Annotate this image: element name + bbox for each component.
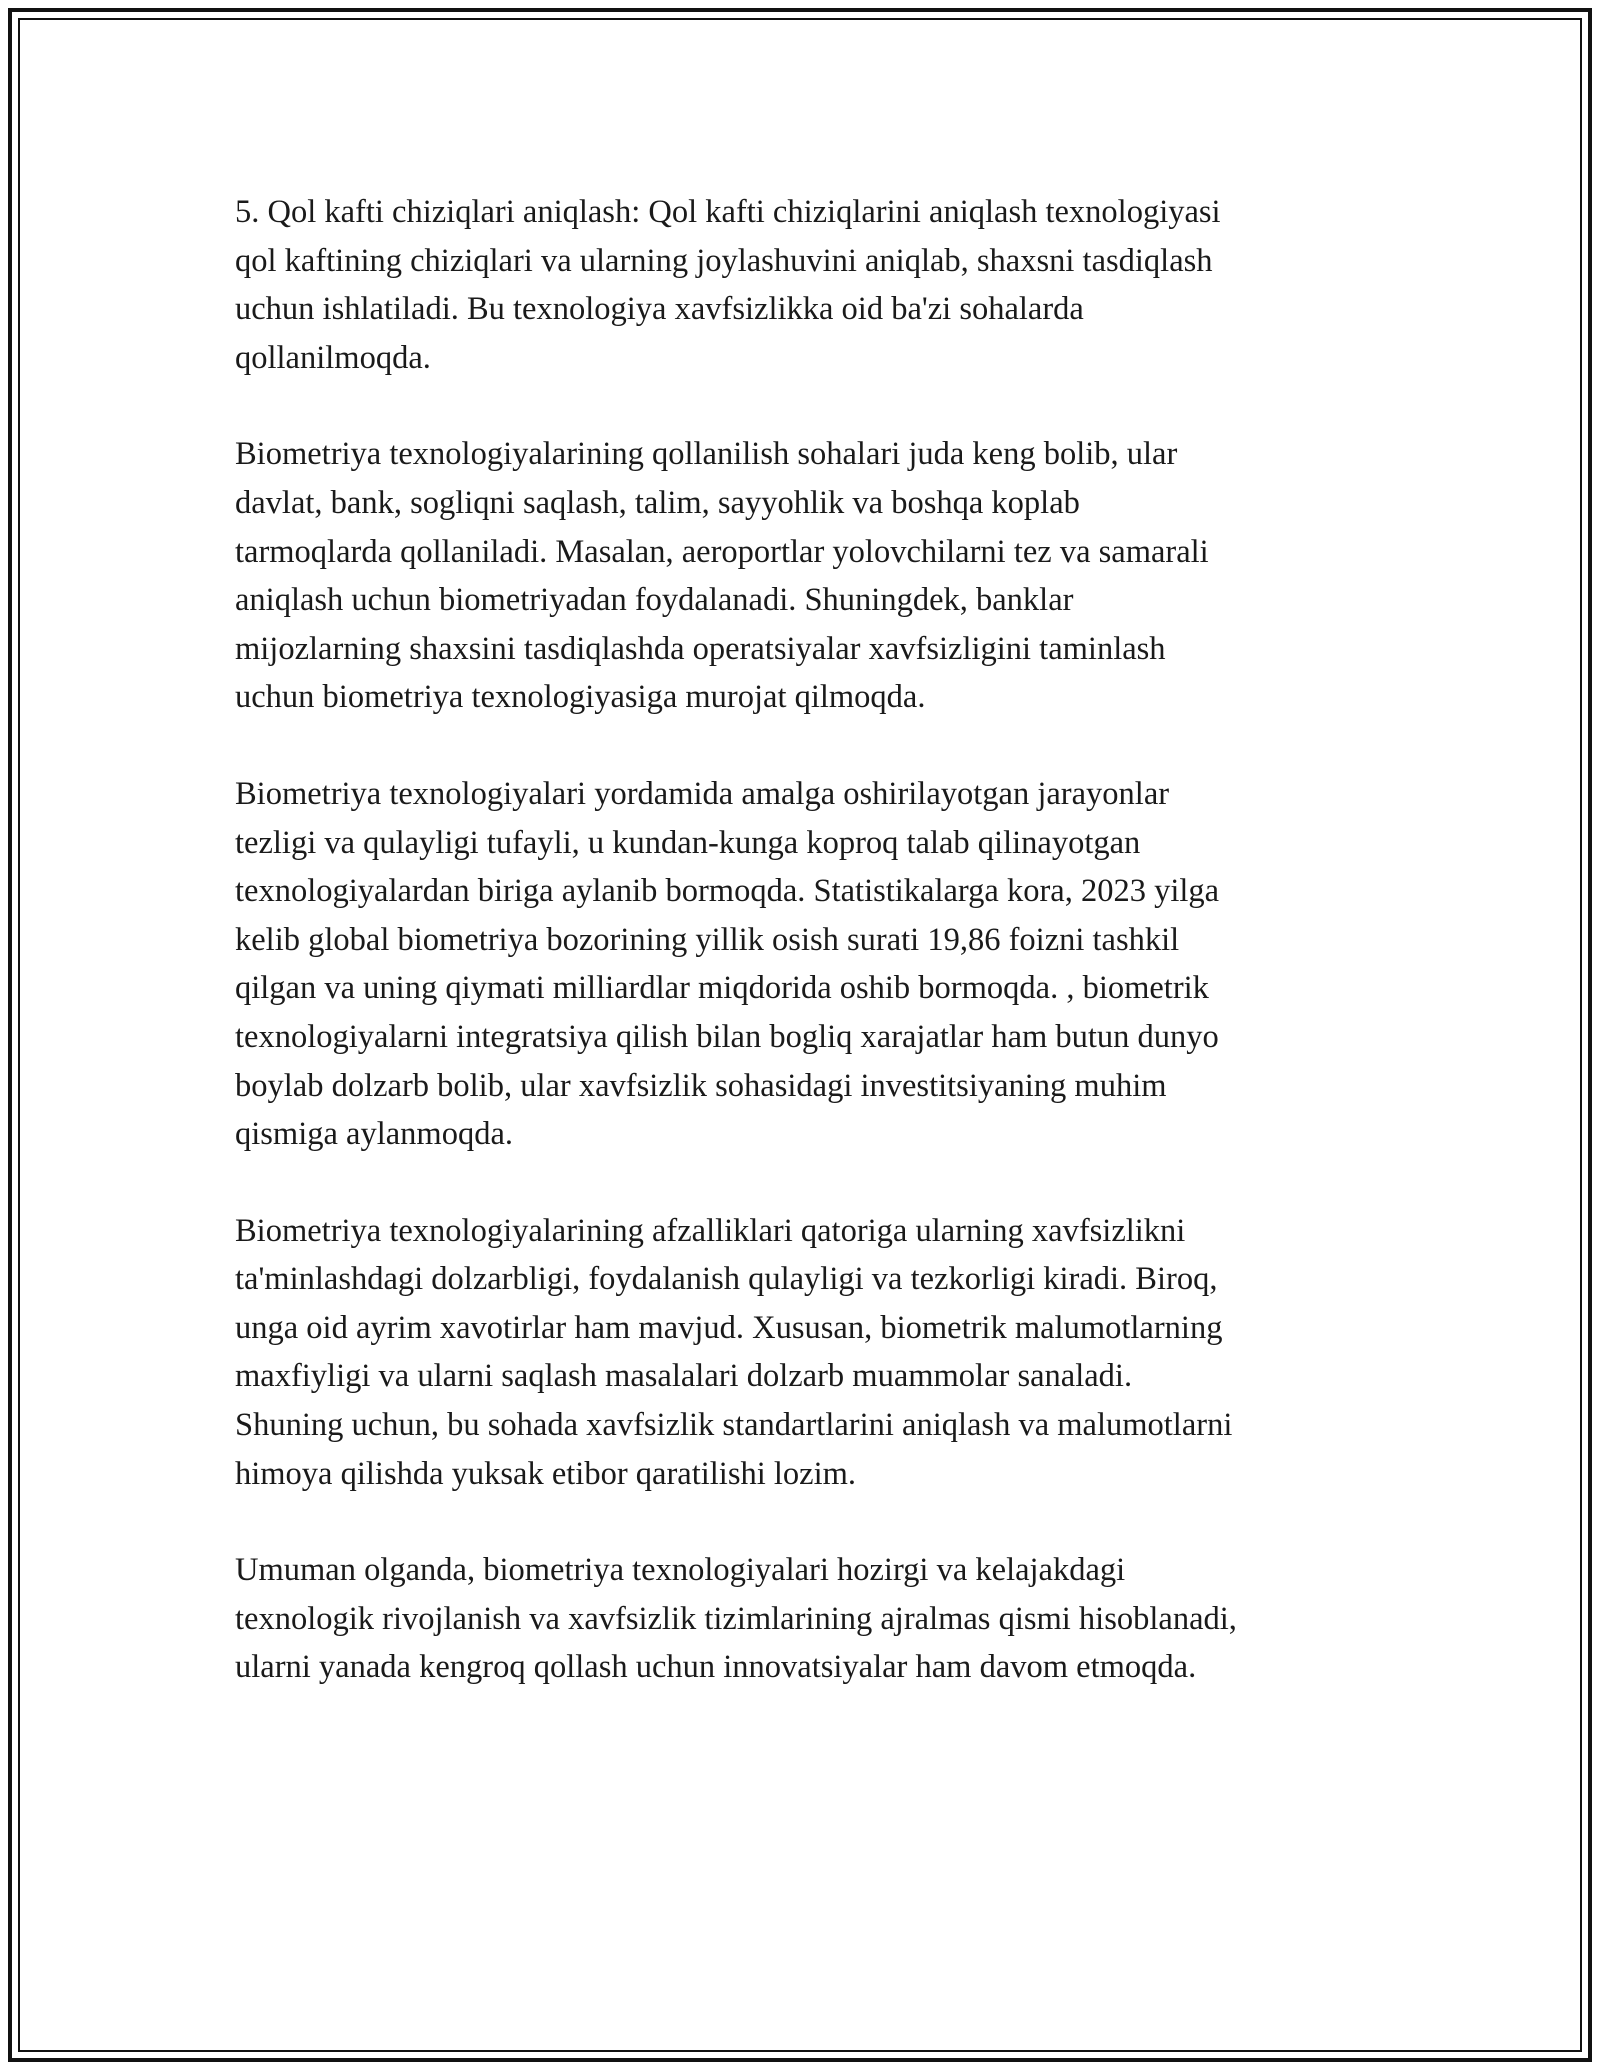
paragraph-advantages-concerns: Biometriya texnologiyalarining afzalliklari qatoriga ularning xavfsizlikni ta'minlashdagi dolzarbligi, foydalanish qulayligi va tezkorligi kiradi. Biroq, unga oid ayrim xavotirlar ham mavjud. Xususan, biometrik malumotlarning maxfiyligi va ularni saqlash masalalari dolzarb muammolar sanaladi. Shuning uchun, bu sohada xavfsizlik standartlarini aniqlash va malumotlarni himoya qilishda yuksak etibor qaratilishi lozim. <box>235 1212 1233 1492</box>
document-body <box>235 188 1375 1740</box>
paragraph-conclusion: Umuman olganda, biometriya texnologiyalari hozirgi va kelajakdagi texnologik rivojlanish va xavfsizlik tizimlarining ajralmas qismi hisoblanadi, ularni yanada kengroq qollash uchun innovatsiyalar ham davom etmoqda. <box>235 1552 1237 1686</box>
paragraph-market-growth: Biometriya texnologiyalari yordamida amalga oshirilayotgan jarayonlar tezligi va qulayligi tufayli, u kundan-kunga koproq talab qilinayotgan texnologiyalardan biriga aylanib bormoqda. Statistikalarga kora, 2023 yilga kelib global biometriya bozorining yillik osish surati 19,86 foizni tashkil qilgan va uning qiymati milliardlar miqdorida oshib bormoqda. , biometrik texnologiyalarni integratsiya qilish bilan bogliq xarajatlar ham butun dunyo boylab dolzarb bolib, ular xavfsizlik sohasidagi investitsiyaning muhim qismiga aylanmoqda. <box>235 775 1220 1153</box>
paragraph-application-areas: Biometriya texnologiyalarining qollanilish sohalari juda keng bolib, ular davlat, bank, sogliqni saqlash, talim, sayyohlik va boshqa koplab tarmoqlarda qollaniladi. Masalan, aeroportlar yolovchilarni tez va samarali aniqlash uchun biometriyadan foydalanadi. Shuningdek, banklar mijozlarning shaxsini tasdiqlashda operatsiyalar xavfsizligini taminlash uchun biometriya texnologiyasiga murojat qilmoqda. <box>235 436 1209 716</box>
paragraph-palm-lines: 5. Qol kafti chiziqlari aniqlash: Qol kafti chiziqlarini aniqlash texnologiyasi qol kaftining chiziqlari va ularning joylashuvini aniqlab, shaxsni tasdiqlash uchun ishlatiladi. Bu texnologiya xavfsizlikka oid ba'zi sohalarda qollanilmoqda. <box>235 194 1221 376</box>
